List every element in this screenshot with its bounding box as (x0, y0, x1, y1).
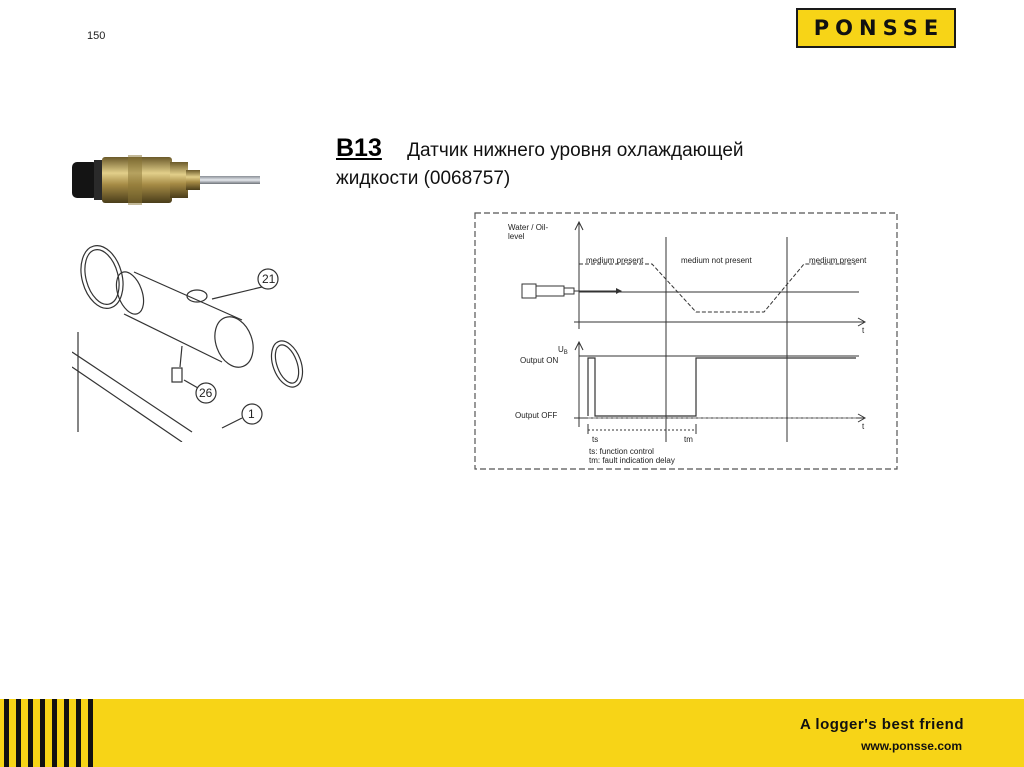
callout-1: 1 (248, 407, 255, 421)
callout-21: 21 (262, 272, 276, 286)
output-off-label: Output OFF (515, 411, 558, 420)
output-on-label: Output ON (520, 356, 559, 365)
ponsse-logo (796, 8, 956, 48)
sensor-photo (70, 150, 270, 210)
footer-stripes (4, 699, 100, 767)
sensor-code: B13 (336, 134, 382, 162)
state-1-label: medium present (586, 256, 644, 265)
page-number: 150 (87, 30, 106, 42)
slide-title (336, 134, 796, 193)
sensor-description: Датчик нижнего уровня охлаждающей жидкости (0068757) (336, 140, 744, 189)
tank-exploded-drawing (72, 232, 322, 442)
state-2-label: medium not present (681, 256, 752, 265)
legend-ts: ts: function control (589, 447, 654, 456)
footer-bar (0, 699, 1024, 767)
y-label-1: Water / Oil- (508, 223, 549, 232)
ts-label: ts (592, 435, 599, 444)
t-axis-bottom: t (862, 422, 865, 431)
ub-label: $U_B$ (558, 345, 568, 356)
tm-label: tm (684, 435, 693, 444)
t-axis-top: t (862, 326, 865, 335)
legend-tm: tm: fault indication delay (589, 456, 675, 465)
footer-website[interactable]: www.ponsse.com (861, 739, 962, 753)
brand-name: PONSSE (813, 16, 945, 40)
timing-diagram (474, 212, 898, 470)
callout-26: 26 (199, 386, 213, 400)
y-label-2: level (508, 232, 525, 241)
state-3-label: medium present (809, 256, 867, 265)
footer-slogan: A logger's best friend (799, 716, 964, 733)
